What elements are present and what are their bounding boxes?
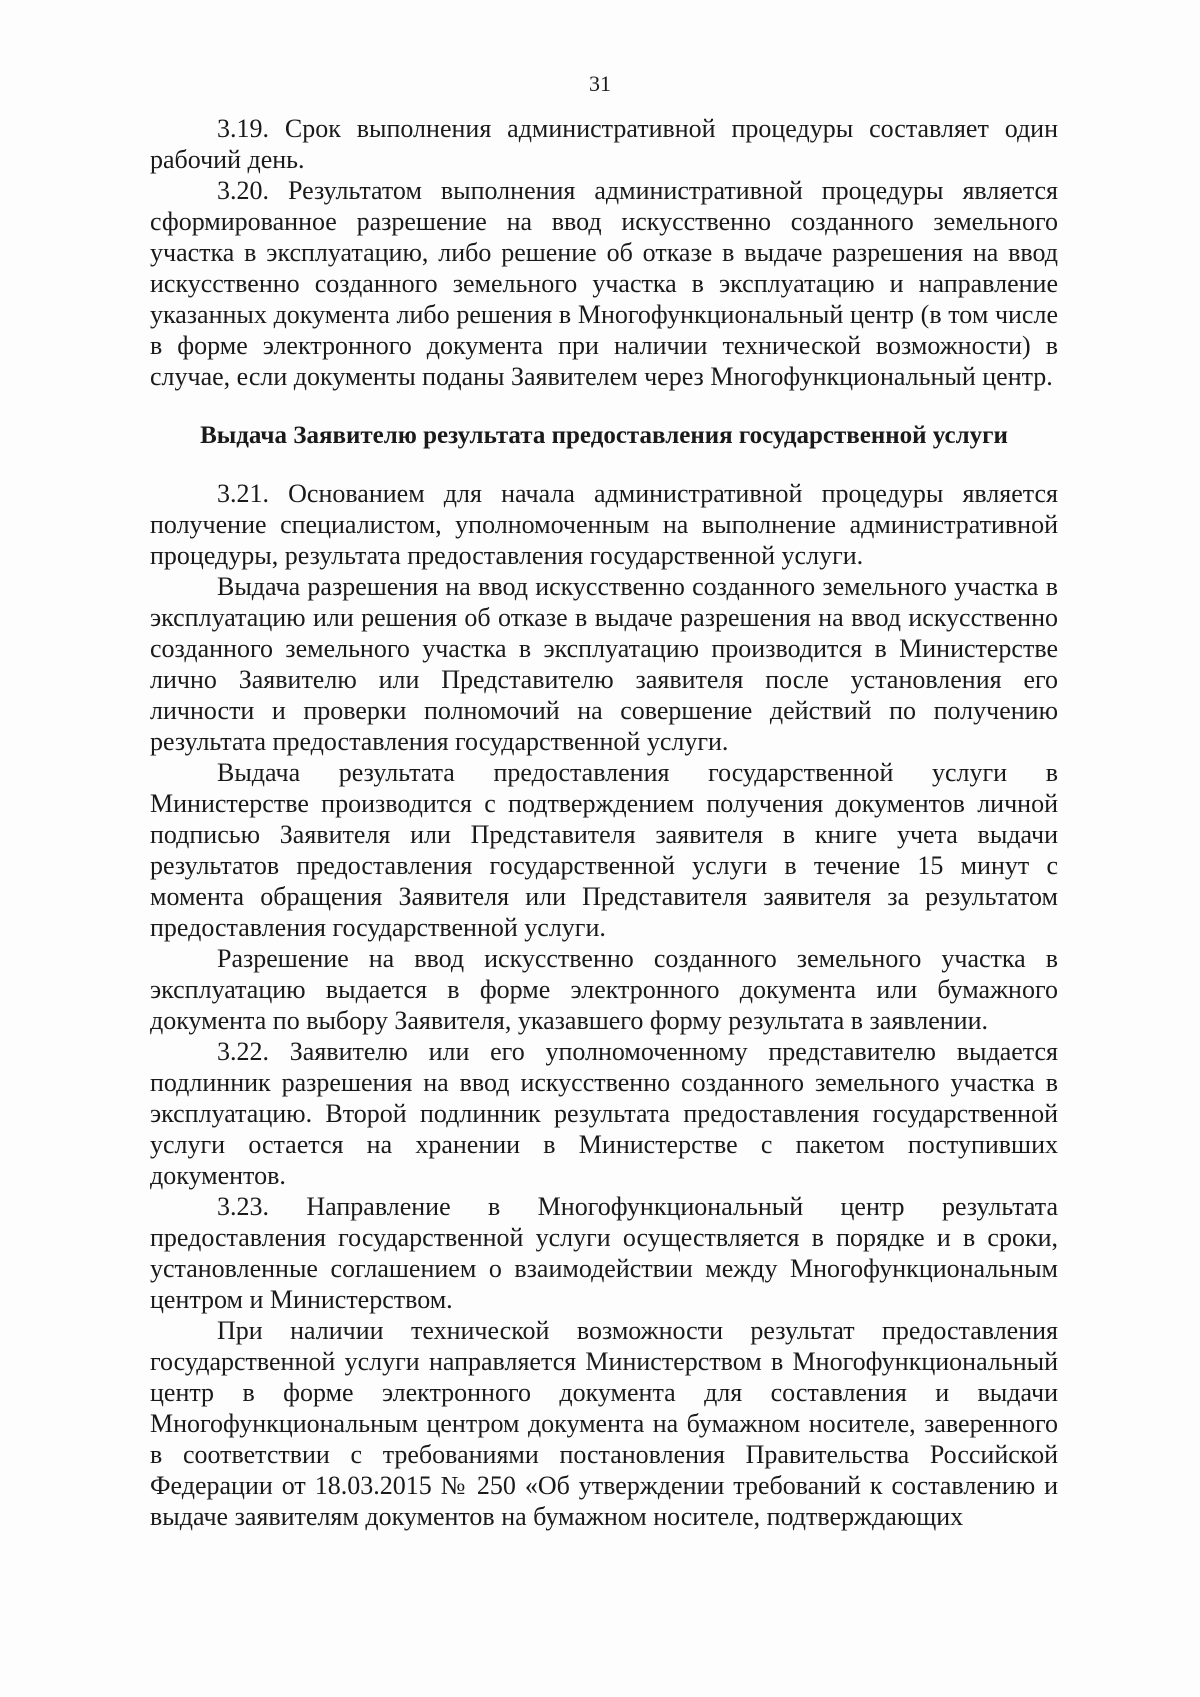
paragraph-permit-form: Разрешение на ввод искусственно созданного земельного участка в эксплуатацию выдается в форме электронного документа или бумажного документа по выбору Заявителя, указавшего форму результата в заявлении.	[150, 944, 1058, 1035]
paragraph-technical-possibility: При наличии технической возможности результат предоставления государственной услуги направляется Министерством в Многофункциональный центр в форме электронного документа для составления и выдачи Многофункциональным центром документа на бумажном носителе, заверенного в соответствии с требованиями постановления Правительства Российской Федерации от 18.03.2015 № 250 «Об утверждении требований к составлению и выдаче заявителям документов на бумажном носителе, подтверждающих	[150, 1316, 1058, 1531]
paragraph-3-23: 3.23. Направление в Многофункциональный центр результата предоставления государственной услуги осуществляется в порядке и в сроки, установленные соглашением о взаимодействии между Многофункциональным центром и Министерством.	[150, 1192, 1058, 1314]
paragraph-issue-result: Выдача результата предоставления государственной услуги в Министерстве производится с подтверждением получения документов личной подписью Заявителя или Представителя заявителя в книге учета выдачи результатов предоставления государственной услуги в течение 15 минут с момента обращения Заявителя или Представителя заявителя за результатом предоставления государственной услуги.	[150, 758, 1058, 942]
document-body	[150, 113, 1058, 1532]
paragraph-3-19: 3.19. Срок выполнения административной процедуры составляет один рабочий день.	[150, 114, 1058, 174]
section-heading: Выдача Заявителю результата предоставления государственной услуги	[200, 422, 1008, 449]
paragraph-3-21: 3.21. Основанием для начала административной процедуры является получение специалистом, уполномоченным на выполнение административной процедуры, результата предоставления государственной услуги.	[150, 479, 1058, 570]
paragraph-issue-permit: Выдача разрешения на ввод искусственно созданного земельного участка в эксплуатацию или решения об отказе в выдаче разрешения на ввод искусственно созданного земельного участка в эксплуатацию производится в Министерстве лично Заявителю или Представителю заявителя после установления его личности и проверки полномочий на совершение действий по получению результата предоставления государственной услуги.	[150, 572, 1058, 756]
page-number: 31	[589, 71, 611, 96]
paragraph-3-22: 3.22. Заявителю или его уполномоченному представителю выдается подлинник разрешения на ввод искусственно созданного земельного участка в эксплуатацию. Второй подлинник результата предоставления государственной услуги остается на хранении в Министерстве с пакетом поступивших документов.	[150, 1037, 1058, 1190]
paragraph-3-20: 3.20. Результатом выполнения административной процедуры является сформированное разрешение на ввод искусственно созданного земельного участка в эксплуатацию, либо решение об отказе в выдаче разрешения на ввод искусственно созданного земельного участка в эксплуатацию и направление указанных документа либо решения в Многофункциональный центр (в том числе в форме электронного документа при наличии технической возможности) в случае, если документы поданы Заявителем через Многофункциональный центр.	[150, 176, 1058, 391]
